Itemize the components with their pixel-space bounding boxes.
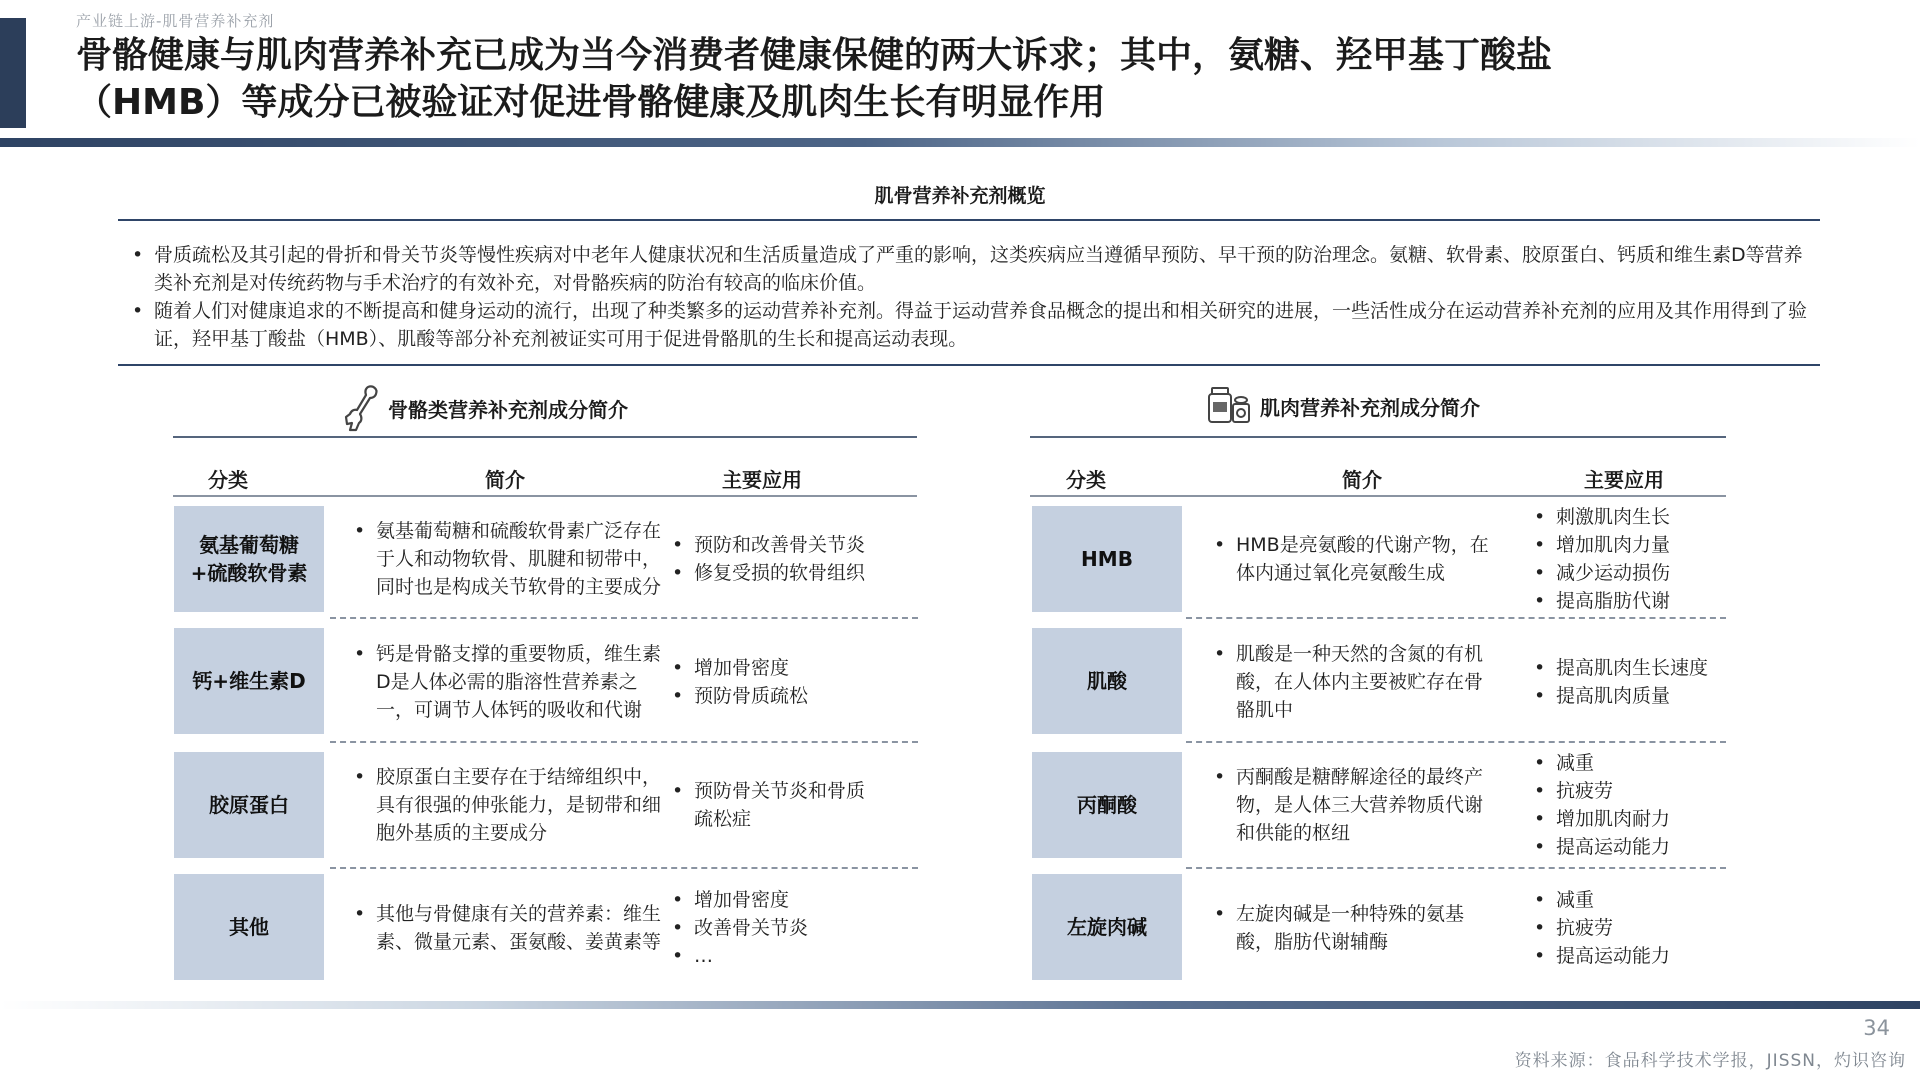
muscle-intro-3 — [1208, 746, 1498, 864]
muscle-use-item: • 增加肌肉耐力 — [1528, 805, 1718, 833]
page-title-line-1: 骨骼健康与肌肉营养补充已成为当今消费者健康保健的两大诉求；其中，氨糖、羟甲基丁酸盐 — [76, 35, 1553, 76]
bone-use-item: • 改善骨关节炎 — [666, 914, 872, 942]
bone-joint-icon — [340, 384, 380, 432]
bone-use-item: • 增加骨密度 — [666, 654, 872, 682]
muscle-use-item: • 提高脂肪代谢 — [1528, 587, 1718, 615]
muscle-section-header — [1206, 386, 1480, 426]
page-title — [76, 32, 1856, 126]
muscle-use-item: • 减少运动损伤 — [1528, 559, 1718, 587]
muscle-use-item: • 抗疲劳 — [1528, 914, 1718, 942]
source-note: 资料来源：食品科学技术学报，JISSN，灼识咨询 — [1514, 1051, 1906, 1071]
muscle-use-item: • 提高肌肉生长速度 — [1528, 654, 1718, 682]
bone-use-item: • 预防骨关节炎和骨质疏松症 — [666, 777, 872, 833]
muscle-category-4: 左旋肉碱 — [1032, 874, 1182, 980]
bone-uses-1 — [666, 500, 872, 618]
muscle-col-intro: 简介 — [1342, 468, 1382, 492]
bone-uses-4 — [666, 872, 872, 984]
muscle-col-uses: 主要应用 — [1584, 468, 1664, 492]
bone-row-divider — [330, 741, 918, 743]
muscle-row-divider — [1186, 867, 1726, 869]
muscle-uses-1 — [1528, 500, 1718, 618]
bone-col-uses: 主要应用 — [722, 468, 802, 492]
muscle-header-rule — [1030, 495, 1726, 497]
overview-bullets — [130, 241, 1815, 353]
bone-section-title: 骨骼类营养补充剂成分简介 — [388, 397, 628, 422]
muscle-intro-item: • 左旋肉碱是一种特殊的氨基酸，脂肪代谢辅酶 — [1208, 900, 1498, 956]
bone-category-4: 其他 — [174, 874, 324, 980]
muscle-use-item: • 抗疲劳 — [1528, 777, 1718, 805]
footer-divider — [0, 1001, 1920, 1009]
bone-section-header — [340, 384, 628, 432]
bone-use-item: • … — [666, 942, 872, 970]
muscle-intro-1 — [1208, 500, 1498, 618]
muscle-use-item: • 减重 — [1528, 749, 1718, 777]
bone-intro-item: • 其他与骨健康有关的营养素：维生素、微量元素、蛋氨酸、姜黄素等 — [348, 900, 666, 956]
bone-intro-item: • 胶原蛋白主要存在于结缔组织中，具有很强的伸张能力，是韧带和细胞外基质的主要成分 — [348, 763, 666, 847]
header-accent-bar — [0, 18, 26, 128]
bone-col-category: 分类 — [208, 468, 248, 492]
bone-uses-3 — [666, 746, 872, 864]
breadcrumb: 产业链上游-肌骨营养补充剂 — [76, 12, 275, 30]
muscle-section-title: 肌肉营养补充剂成分简介 — [1260, 395, 1480, 420]
muscle-use-item: • 提高运动能力 — [1528, 833, 1718, 861]
muscle-use-item: • 减重 — [1528, 886, 1718, 914]
bone-category-1: 氨基葡萄糖+硫酸软骨素 — [174, 506, 324, 612]
muscle-uses-3 — [1528, 746, 1718, 864]
muscle-category-1: HMB — [1032, 506, 1182, 612]
bone-uses-2 — [666, 624, 872, 740]
muscle-use-item: • 刺激肌肉生长 — [1528, 503, 1718, 531]
bone-section-rule — [173, 436, 917, 438]
bone-intro-1 — [348, 500, 666, 618]
muscle-uses-4 — [1528, 872, 1718, 984]
bone-intro-item: • 氨基葡萄糖和硫酸软骨素广泛存在于人和动物软骨、肌腱和韧带中，同时也是构成关节软骨的主要成分 — [348, 517, 666, 601]
bone-row-divider — [330, 617, 918, 619]
muscle-uses-2 — [1528, 624, 1718, 740]
bone-use-item: • 修复受损的软骨组织 — [666, 559, 872, 587]
muscle-intro-4 — [1208, 872, 1498, 984]
muscle-intro-item: • HMB是亮氨酸的代谢产物，在体内通过氧化亮氨酸生成 — [1208, 531, 1498, 587]
bone-intro-2 — [348, 624, 666, 740]
overview-bullet: • 随着人们对健康追求的不断提高和健身运动的流行，出现了种类繁多的运动营养补充剂。得益于运动营养食品概念的提出和相关研究的进展，一些活性成分在运动营养补充剂的应用及其作用得到了验证，羟甲基丁酸盐（HMB）、肌酸等部分补充剂被证实可用于促进骨骼肌的生长和提高运动表现。 — [130, 297, 1815, 353]
muscle-col-category: 分类 — [1066, 468, 1106, 492]
muscle-intro-item: • 肌酸是一种天然的含氮的有机酸，在人体内主要被贮存在骨骼肌中 — [1208, 640, 1498, 724]
muscle-category-2: 肌酸 — [1032, 628, 1182, 734]
bone-use-item: • 增加骨密度 — [666, 886, 872, 914]
bone-use-item: • 预防骨质疏松 — [666, 682, 872, 710]
bone-col-intro: 简介 — [485, 468, 525, 492]
bone-category-3: 胶原蛋白 — [174, 752, 324, 858]
supplement-bottle-icon — [1206, 386, 1252, 426]
overview-bullet: • 骨质疏松及其引起的骨折和骨关节炎等慢性疾病对中老年人健康状况和生活质量造成了严重的影响，这类疾病应当遵循早预防、早干预的防治理念。氨糖、软骨素、胶原蛋白、钙质和维生素D等营养类补充剂是对传统药物与手术治疗的有效补充，对骨骼疾病的防治有较高的临床价值。 — [130, 241, 1815, 297]
muscle-use-item: • 提高运动能力 — [1528, 942, 1718, 970]
bone-intro-item: • 钙是骨骼支撑的重要物质，维生素D是人体必需的脂溶性营养素之一，可调节人体钙的吸收和代谢 — [348, 640, 666, 724]
muscle-intro-2 — [1208, 624, 1498, 740]
overview-bottom-rule — [118, 364, 1820, 366]
bone-intro-3 — [348, 746, 666, 864]
bone-header-rule — [173, 495, 917, 497]
header-divider — [0, 138, 1920, 147]
bone-category-2: 钙+维生素D — [174, 628, 324, 734]
page-number: 34 — [1863, 1016, 1890, 1040]
overview-title: 肌骨营养补充剂概览 — [874, 185, 1046, 207]
muscle-row-divider — [1186, 741, 1726, 743]
bone-intro-4 — [348, 872, 666, 984]
muscle-category-3: 丙酮酸 — [1032, 752, 1182, 858]
muscle-intro-item: • 丙酮酸是糖酵解途径的最终产物，是人体三大营养物质代谢和供能的枢纽 — [1208, 763, 1498, 847]
muscle-section-rule — [1030, 436, 1726, 438]
muscle-row-divider — [1186, 617, 1726, 619]
page-title-line-2: （HMB）等成分已被验证对促进骨骼健康及肌肉生长有明显作用 — [76, 82, 1106, 123]
overview-top-rule — [118, 219, 1820, 221]
muscle-use-item: • 增加肌肉力量 — [1528, 531, 1718, 559]
muscle-use-item: • 提高肌肉质量 — [1528, 682, 1718, 710]
bone-use-item: • 预防和改善骨关节炎 — [666, 531, 872, 559]
bone-row-divider — [330, 867, 918, 869]
